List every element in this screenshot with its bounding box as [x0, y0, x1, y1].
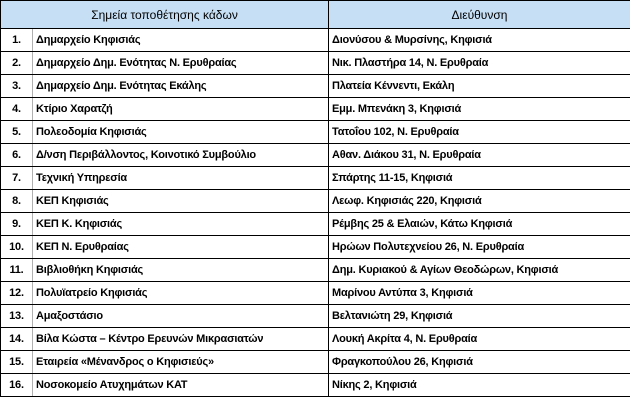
row-address: Ηρώων Πολυτεχνείου 26, Ν. Ερυθραία — [329, 236, 630, 259]
row-location: Νοσοκομείο Ατυχημάτων ΚΑΤ — [33, 374, 329, 397]
row-address: Μαρίνου Αντύπα 3, Κηφισιά — [329, 282, 630, 305]
row-number: 2. — [1, 52, 33, 75]
row-address: Λουκή Ακρίτα 4, Ν. Ερυθραία — [329, 328, 630, 351]
row-location: ΚΕΠ Ν. Ερυθραίας — [33, 236, 329, 259]
row-location: Κτίριο Χαρατζή — [33, 98, 329, 121]
row-location: Τεχνική Υπηρεσία — [33, 167, 329, 190]
table-row — [1, 259, 630, 282]
row-address: Νίκης 2, Κηφισιά — [329, 374, 630, 397]
row-number: 12. — [1, 282, 33, 305]
row-location: Πολυϊατρείο Κηφισιάς — [33, 282, 329, 305]
row-number: 5. — [1, 121, 33, 144]
row-address: Φραγκοπούλου 26, Κηφισιά — [329, 351, 630, 374]
row-number: 4. — [1, 98, 33, 121]
row-address: Δημ. Κυριακού & Αγίων Θεοδώρων, Κηφισιά — [329, 259, 630, 282]
row-number: 1. — [1, 29, 33, 52]
table-row — [1, 144, 630, 167]
row-number: 15. — [1, 351, 33, 374]
row-location: Δημαρχείο Δημ. Ενότητας Εκάλης — [33, 75, 329, 98]
row-address: Αθαν. Διάκου 31, Ν. Ερυθραία — [329, 144, 630, 167]
row-number: 9. — [1, 213, 33, 236]
table-row — [1, 98, 630, 121]
row-location: Εταιρεία «Μένανδρος ο Κηφισιεύς» — [33, 351, 329, 374]
row-address: Τατοΐου 102, Ν. Ερυθραία — [329, 121, 630, 144]
row-address: Νικ. Πλαστήρα 14, Ν. Ερυθραία — [329, 52, 630, 75]
row-number: 13. — [1, 305, 33, 328]
table-row — [1, 351, 630, 374]
row-address: Λεωφ. Κηφισιάς 220, Κηφισιά — [329, 190, 630, 213]
row-number: 7. — [1, 167, 33, 190]
header-locations: Σημεία τοποθέτησης κάδων — [1, 1, 329, 29]
row-location: ΚΕΠ Κηφισιάς — [33, 190, 329, 213]
row-location: Αμαξοστάσιο — [33, 305, 329, 328]
table-row — [1, 374, 630, 397]
row-location: Βιβλιοθήκη Κηφισιάς — [33, 259, 329, 282]
header-address: Διεύθυνση — [329, 1, 630, 29]
table-row — [1, 75, 630, 98]
table-row — [1, 305, 630, 328]
table-row — [1, 190, 630, 213]
row-address: Βελτανιώτη 29, Κηφισιά — [329, 305, 630, 328]
row-location: ΚΕΠ Κ. Κηφισιάς — [33, 213, 329, 236]
table-row — [1, 29, 630, 52]
row-location: Δημαρχείο Δημ. Ενότητας Ν. Ερυθραίας — [33, 52, 329, 75]
row-number: 3. — [1, 75, 33, 98]
row-address: Διονύσου & Μυρσίνης, Κηφισιά — [329, 29, 630, 52]
table-row — [1, 236, 630, 259]
header-row — [1, 1, 630, 29]
row-number: 8. — [1, 190, 33, 213]
table-row — [1, 52, 630, 75]
table-body — [1, 29, 630, 397]
table-row — [1, 282, 630, 305]
row-number: 6. — [1, 144, 33, 167]
row-address: Πλατεία Κέννεντι, Εκάλη — [329, 75, 630, 98]
table-header — [1, 1, 630, 29]
table-row — [1, 213, 630, 236]
row-address: Εμμ. Μπενάκη 3, Κηφισιά — [329, 98, 630, 121]
row-location: Βίλα Κώστα – Κέντρο Ερευνών Μικρασιατών — [33, 328, 329, 351]
row-number: 11. — [1, 259, 33, 282]
row-address: Ρέμβης 25 & Ελαιών, Κάτω Κηφισιά — [329, 213, 630, 236]
table-row — [1, 167, 630, 190]
row-location: Δημαρχείο Κηφισιάς — [33, 29, 329, 52]
row-location: Δ/νση Περιβάλλοντος, Κοινοτικό Συμβούλιο — [33, 144, 329, 167]
table-row — [1, 328, 630, 351]
row-number: 14. — [1, 328, 33, 351]
table-row — [1, 121, 630, 144]
row-address: Σπάρτης 11-15, Κηφισιά — [329, 167, 630, 190]
row-number: 10. — [1, 236, 33, 259]
row-location: Πολεοδομία Κηφισιάς — [33, 121, 329, 144]
row-number: 16. — [1, 374, 33, 397]
